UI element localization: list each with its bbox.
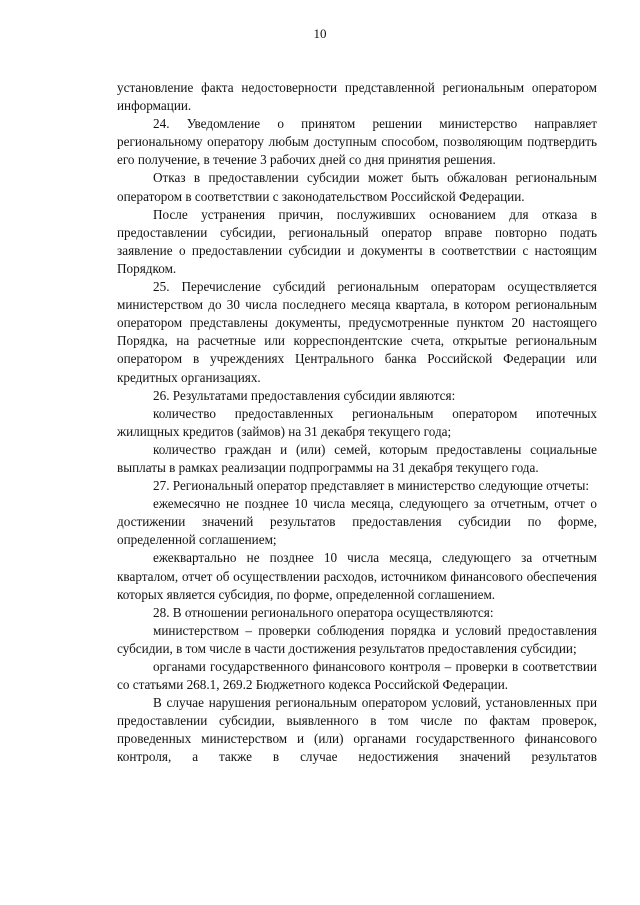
paragraph-quarterly-report: ежеквартально не позднее 10 числа месяца, следующего за отчетным кварталом, отчет об осуществлении расходов, источником финансового обеспечения которых является субсидия, по форме, определенной соглашением. [117,550,597,602]
paragraph-financial-control: органами государственного финансового контроля – проверки в соответствии со статьями 268.1, 269.2 Бюджетного кодекса Российской Федерации. [117,659,597,693]
paragraph-item-26: 26. Результатами предоставления субсидии являются: [153,387,456,403]
paragraph-violation: В случае нарушения региональным оператором условий, установленных при предоставлении субсидии, выявленного в том числе по фактам проверок, проведенных министерством и (или) органами государственного финансового контроля, а также в случае недостижения значений результатов [117,695,597,765]
document-body [117,79,597,767]
paragraph-item-25: 25. Перечисление субсидий региональным операторам осуществляется министерством до 30 числа последнего месяца квартала, в котором региональным оператором представлены документы, предусмотренные пунктом 20 настоящего Порядка, на расчетные или корреспондентские счета, открытые региональным оператором в учреждениях Центрального банка Российской Федерации или кредитных организациях. [117,279,597,385]
paragraph-result-loans: количество предоставленных региональным оператором ипотечных жилищных кредитов (займов) на 31 декабря текущего года; [117,405,597,439]
page-number: 10 [313,26,327,41]
paragraph-item-28: 28. В отношении регионального оператора осуществляются: [153,604,494,620]
paragraph-monthly-report: ежемесячно не позднее 10 числа месяца, следующего за отчетным, отчет о достижении значений результатов предоставления субсидии по форме, определенной соглашением; [117,496,597,548]
paragraph-item-24: 24. Уведомление о принятом решении министерство направляет региональному оператору любым доступным способом, позволяющим подтвердить его получение, в течение 3 рабочих дней со дня принятия решения. [117,116,597,168]
paragraph-item-27: 27. Региональный оператор представляет в министерство следующие отчеты: [153,478,590,494]
paragraph-continuation: установление факта недостоверности представленной региональным оператором информации. [117,80,597,114]
paragraph-ministry-checks: министерством – проверки соблюдения порядка и условий предоставления субсидии, в том числе в части достижения результатов предоставления субсидии; [117,622,597,656]
paragraph-resubmission: После устранения причин, послуживших основанием для отказа в предоставлении субсидии, региональный оператор вправе повторно подать заявление о предоставлении субсидии и документы в соответствии с настоящим Порядком. [117,206,597,276]
paragraph-appeal: Отказ в предоставлении субсидии может быть обжалован региональным оператором в соответствии с законодательством Российской Федерации. [117,170,597,204]
paragraph-result-families: количество граждан и (или) семей, которым предоставлены социальные выплаты в рамках реализации подпрограммы на 31 декабря текущего года. [117,441,597,475]
